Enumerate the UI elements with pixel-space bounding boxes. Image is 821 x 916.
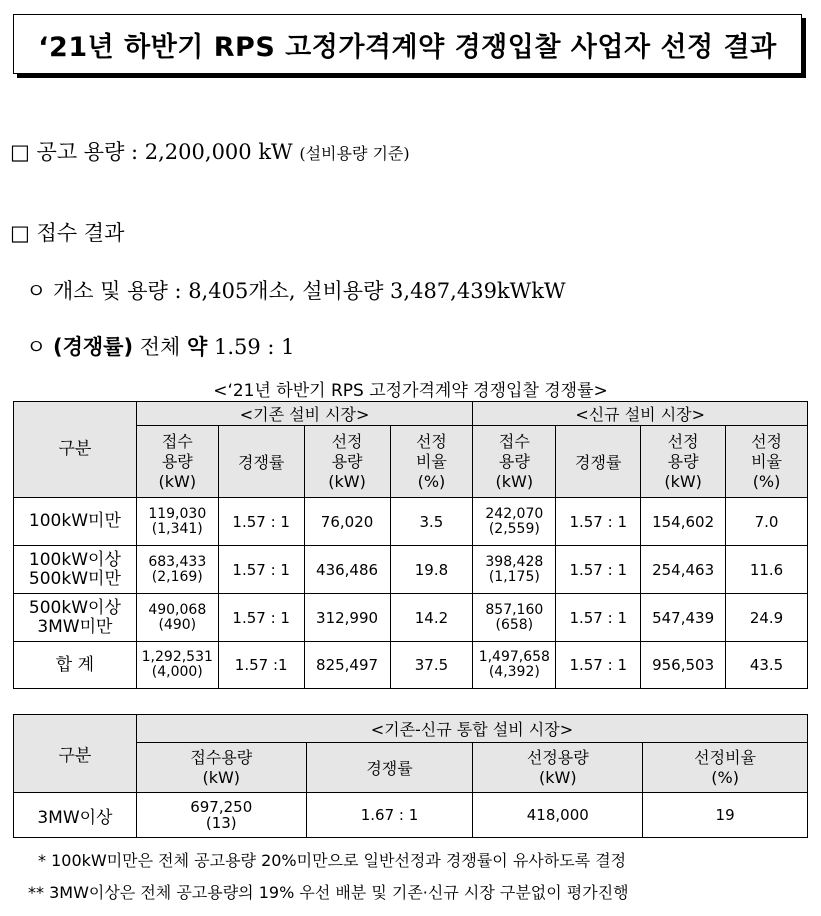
footnote-2: ** 3MW이상은 전체 공고용량의 19% 우선 배분 및 기존·신규 시장 구분없이 평가진행 bbox=[28, 883, 629, 902]
existing-ratio: 1.57 :1 bbox=[218, 642, 304, 689]
row-label: 100kW이상 500kW미만 bbox=[14, 546, 137, 594]
row-label: 3MW이상 bbox=[14, 793, 137, 838]
page-title: ‘21년 하반기 RPS 고정가격계약 경쟁입찰 사업자 선정 결과 bbox=[38, 31, 777, 63]
new-selected: 154,602 bbox=[641, 498, 726, 546]
existing-ratio: 1.57 : 1 bbox=[218, 498, 304, 546]
group-existing-header: <기존 설비 시장> bbox=[136, 402, 473, 426]
new-ratio: 1.57 : 1 bbox=[556, 594, 641, 642]
existing-selected: 76,020 bbox=[304, 498, 390, 546]
circle-bullet-icon: ㅇ bbox=[26, 279, 47, 303]
col-header-selected: 선정용량 (kW) bbox=[473, 743, 643, 793]
existing-percent: 3.5 bbox=[390, 498, 473, 546]
square-bullet-icon: □ bbox=[10, 221, 30, 245]
existing-ratio: 1.57 : 1 bbox=[218, 546, 304, 594]
col-header-receipt: 접수 용량 (kW) bbox=[473, 426, 556, 498]
new-percent: 24.9 bbox=[726, 594, 808, 642]
col-header-selected: 선정 용량 (kW) bbox=[304, 426, 390, 498]
table-row bbox=[14, 642, 808, 689]
existing-selected: 312,990 bbox=[304, 594, 390, 642]
existing-receipt: 119,030 (1,341) bbox=[136, 498, 218, 546]
new-ratio: 1.57 : 1 bbox=[556, 498, 641, 546]
existing-percent: 37.5 bbox=[390, 642, 473, 689]
col-header-percent: 선정비율 (%) bbox=[643, 743, 808, 793]
col-header-receipt: 접수 용량 (kW) bbox=[136, 426, 218, 498]
receipt-count-text: 개소 및 용량 : 8,405개소, 설비용량 3,487,439kWkW bbox=[52, 279, 566, 303]
competition-label: (경쟁률) bbox=[52, 335, 134, 359]
new-percent: 11.6 bbox=[726, 546, 808, 594]
integrated-percent: 19 bbox=[643, 793, 808, 838]
existing-receipt: 683,433 (2,169) bbox=[136, 546, 218, 594]
announce-label: 공고 용량 : 2,200,000 kW bbox=[36, 140, 293, 164]
new-receipt: 398,428 (1,175) bbox=[473, 546, 556, 594]
row-label: 500kW이상 3MW미만 bbox=[14, 594, 137, 642]
competition-ratio: 1.59 : 1 bbox=[213, 335, 295, 359]
new-percent: 7.0 bbox=[726, 498, 808, 546]
competition-line bbox=[26, 331, 295, 361]
competition-table bbox=[13, 401, 808, 689]
footnote-1: * 100kW미만은 전체 공고용량 20%미만으로 일반선정과 경쟁률이 유사하도록 결정 bbox=[38, 851, 627, 870]
new-selected: 956,503 bbox=[641, 642, 726, 689]
competition-mid: 전체 bbox=[139, 335, 181, 359]
table-row bbox=[14, 793, 808, 838]
new-selected: 547,439 bbox=[641, 594, 726, 642]
row-label: 100kW미만 bbox=[14, 498, 137, 546]
col-header-selected: 선정 용량 (kW) bbox=[641, 426, 726, 498]
competition-strong: 약 bbox=[187, 334, 208, 359]
table-row bbox=[14, 498, 808, 546]
col-header-receipt: 접수용량 (kW) bbox=[136, 743, 306, 793]
col-header-percent: 선정 비율 (%) bbox=[726, 426, 808, 498]
announce-line bbox=[10, 136, 410, 166]
col-header-ratio: 경쟁률 bbox=[556, 426, 641, 498]
table-row bbox=[14, 546, 808, 594]
title-box bbox=[13, 14, 802, 74]
receipt-heading bbox=[10, 217, 124, 247]
integrated-selected: 418,000 bbox=[473, 793, 643, 838]
new-receipt: 242,070 (2,559) bbox=[473, 498, 556, 546]
new-selected: 254,463 bbox=[641, 546, 726, 594]
existing-percent: 14.2 bbox=[390, 594, 473, 642]
existing-receipt: 490,068 (490) bbox=[136, 594, 218, 642]
existing-selected: 825,497 bbox=[304, 642, 390, 689]
new-ratio: 1.57 : 1 bbox=[556, 642, 641, 689]
table1-corner: 구분 bbox=[14, 402, 137, 498]
new-percent: 43.5 bbox=[726, 642, 808, 689]
col-header-ratio: 경쟁률 bbox=[306, 743, 473, 793]
group-new-header: <신규 설비 시장> bbox=[473, 402, 808, 426]
existing-selected: 436,486 bbox=[304, 546, 390, 594]
col-header-percent: 선정 비율 (%) bbox=[390, 426, 473, 498]
existing-percent: 19.8 bbox=[390, 546, 473, 594]
integrated-ratio: 1.67 : 1 bbox=[306, 793, 473, 838]
row-label: 합 계 bbox=[14, 642, 137, 689]
group-integrated-header: <기존-신규 통합 설비 시장> bbox=[136, 715, 807, 743]
circle-bullet-icon: ㅇ bbox=[26, 335, 47, 359]
table-row bbox=[14, 594, 808, 642]
table1-caption: <‘21년 하반기 RPS 고정가격계약 경쟁입찰 경쟁률> bbox=[213, 381, 608, 401]
new-ratio: 1.57 : 1 bbox=[556, 546, 641, 594]
receipt-count-line bbox=[26, 275, 566, 305]
new-receipt: 1,497,658 (4,392) bbox=[473, 642, 556, 689]
existing-receipt: 1,292,531 (4,000) bbox=[136, 642, 218, 689]
receipt-label: 접수 결과 bbox=[36, 221, 125, 245]
table2-corner: 구분 bbox=[14, 715, 137, 793]
existing-ratio: 1.57 : 1 bbox=[218, 594, 304, 642]
new-receipt: 857,160 (658) bbox=[473, 594, 556, 642]
square-bullet-icon: □ bbox=[10, 140, 30, 164]
announce-note: (설비용량 기준) bbox=[299, 144, 410, 163]
integrated-receipt: 697,250 (13) bbox=[136, 793, 306, 838]
col-header-ratio: 경쟁률 bbox=[218, 426, 304, 498]
integrated-market-table bbox=[13, 714, 808, 838]
